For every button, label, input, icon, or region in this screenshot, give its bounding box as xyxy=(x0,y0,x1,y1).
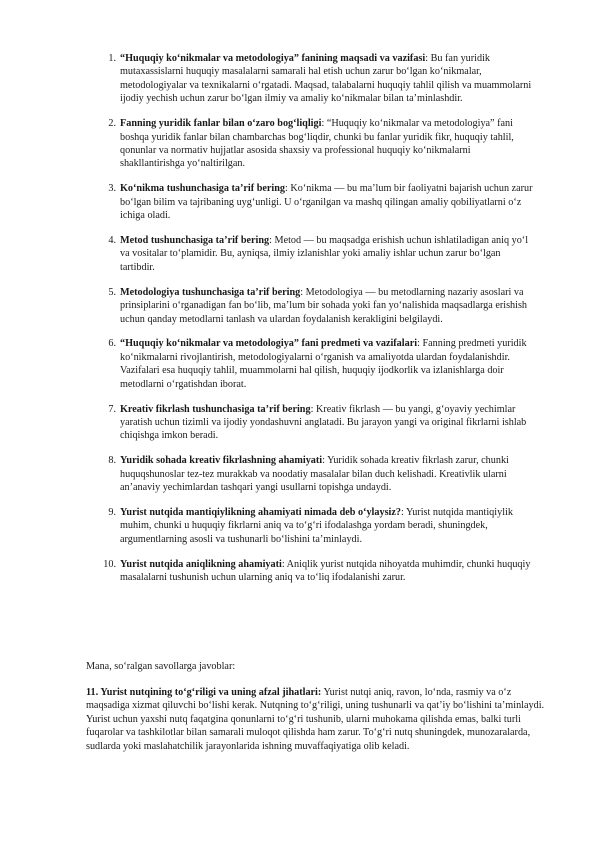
item-text: : Metodologiya — bu metodlarning nazariy asoslari va prinsiplarini o‘rganadigan fan bo‘lib, ma’lum bir sohada yoki fan yo‘nalishida maqsadlarga erishish uchun qanday metodlarni tanlash va ulardan foydalanish kerakligini belgilaydi. xyxy=(120,286,528,325)
item-number: 1. xyxy=(108,53,116,64)
question-answer-list xyxy=(0,52,596,596)
item-text: : Ko‘nikma — bu ma’lum bir faoliyatni bajarish uchun zarur bo‘lgan bilim va tajribaning uyg‘unligi. U o‘rganilgan va mashq qilingan amaliy qobiliyatlarni o‘z ichiga oladi. xyxy=(120,183,533,222)
list-item xyxy=(0,403,596,443)
item-text: : Bu fan yuridik mutaxassislarni huquqiy masalalarni samarali hal etish uchun zarur bo‘lgan ko‘nikmalar, metodologiyalar va texnikalarni o‘rgatadi. Maqsad, talabalarni huquqiy tahlil qilish va muammolarni ijodiy yechish uchun zarur bo‘lgan ilmiy va amaliy ko‘nikmalar bilan ta’minlashdir. xyxy=(120,53,532,105)
item-title: Ko‘nikma tushunchasiga ta’rif bering xyxy=(120,183,285,195)
item-number: 7. xyxy=(108,403,116,415)
list-item xyxy=(0,52,596,106)
item-title: Yurist nutqida aniqlikning ahamiyati xyxy=(120,558,282,570)
item-title: Kreativ fikrlash tushunchasiga ta’rif bering xyxy=(120,403,311,415)
item-text: : “Huquqiy ko‘nikmalar va metodologiya” fani boshqa yuridik fanlar bilan chambarchas bog‘liqdir, chunki bu fanlar yuridik fikr, huquqiy tahlil, qonunlar va normativ hujjatlar asosida shaxsiy va professional huquqiy ko‘nikmalarni shakllantirishga yo‘naltirilgan. xyxy=(120,118,514,170)
item-number: 9. xyxy=(108,506,116,518)
list-item xyxy=(0,117,596,171)
item-number: 3. xyxy=(108,183,116,195)
item-title: Yuridik sohada kreativ fikrlashning ahamiyati xyxy=(120,455,323,467)
item-number: 6. xyxy=(108,338,116,350)
list-item xyxy=(0,337,596,391)
item-title: “Huquqiy ko‘nikmalar va metodologiya” fani predmeti va vazifalari xyxy=(120,338,418,350)
item-title: “Huquqiy ko‘nikmalar va metodologiya” fanining maqsadi va vazifasi xyxy=(120,53,426,64)
list-item xyxy=(0,506,596,546)
item-title: Metodologiya tushunchasiga ta’rif bering xyxy=(120,286,301,298)
item-number: 5. xyxy=(108,286,116,298)
list-item xyxy=(0,454,596,494)
list-item xyxy=(0,286,596,326)
item-number: 8. xyxy=(108,455,116,467)
item-text: : Kreativ fikrlash — bu yangi, g‘oyaviy yechimlar yaratish uchun tizimli va ijodiy yondashuvni anglatadi. Bu jarayon yangi va original fikrlarni ishlab chiqishga imkon beradi. xyxy=(120,403,527,442)
list-item xyxy=(0,558,596,585)
final-paragraph xyxy=(86,686,556,753)
item-number: 2. xyxy=(108,118,116,130)
item-text: : Aniqlik yurist nutqida nihoyatda muhimdir, chunki huquqiy masalalarni tushunish uchun ularning aniq va to‘liq ifodalanishi zarur. xyxy=(120,558,531,584)
list-item xyxy=(0,234,596,274)
list-item xyxy=(0,182,596,222)
item-text: : Yurist nutqida mantiqiylik muhim, chunki u huquqiy fikrlarni aniq va to‘g‘ri ifodalashga yordam beradi, shuningdek, argumentlarning asosli va tushunarli bo‘lishini ta’minlaydi. xyxy=(120,506,513,545)
item-title: Yurist nutqida mantiqiylikning ahamiyati nimada deb o‘ylaysiz? xyxy=(120,506,401,518)
item-text: : Metod — bu maqsadga erishish uchun ishlatiladigan aniq yo‘l va vositalar to‘plamidir. Bu, ayniqsa, ilmiy izlanishlar yoki amaliy ishlar uchun zarur bo‘lgan tartibdir. xyxy=(120,234,529,273)
item-number: 10. xyxy=(103,558,116,570)
item-number: 4. xyxy=(108,234,116,246)
intro-paragraph: Mana, so‘ralgan savollarga javoblar: xyxy=(86,661,236,672)
item-title: Fanning yuridik fanlar bilan o‘zaro bog‘liqligi xyxy=(120,118,322,130)
item-title: Metod tushunchasiga ta’rif bering xyxy=(120,234,270,246)
final-text: Yurist nutqi aniq, ravon, lo‘nda, rasmiy va o‘z maqsadiga xizmat qiluvchi bo‘lishi kerak. Nutqning to‘g‘riligi, uning tushunarli va qat’iy bo‘lishini ta’minlaydi. Yurist uchun yaxshi nutq faqatgina qonunlarni to‘g‘ri tushunib, ularni muhokama qilishda emas, balki turli fuqarolar va tashkilotlar bilan samarali muloqot qilishda ham zarur. To‘g‘ri nutq shuningdek, munozaralarda, sudlarda yoki maslahatchilik jarayonlarida ishning muvaffaqiyatiga olib keladi. xyxy=(86,687,545,752)
final-title: 11. Yurist nutqining to‘g‘riligi va uning afzal jihatlari: xyxy=(86,687,322,698)
item-text: : Yuridik sohada kreativ fikrlash zarur, chunki huquqshunoslar tez-tez murakkab va noodatiy masalalar bilan duch kelishadi. Kreativlik ularni an’anaviy yechimlardan tashqari yangi usullarni topishga undaydi. xyxy=(120,455,509,494)
item-text: : Fanning predmeti yuridik ko‘nikmalarni rivojlantirish, metodologiyalarni o‘rganish va amaliyotda ulardan foydalanishdir. Vazifalari esa huquqiy tahlil, muammolarni hal qilish, huquqiy ijodkorlik va izlanishlarga doir metodlarni o‘rgatishdan iborat. xyxy=(120,338,527,390)
